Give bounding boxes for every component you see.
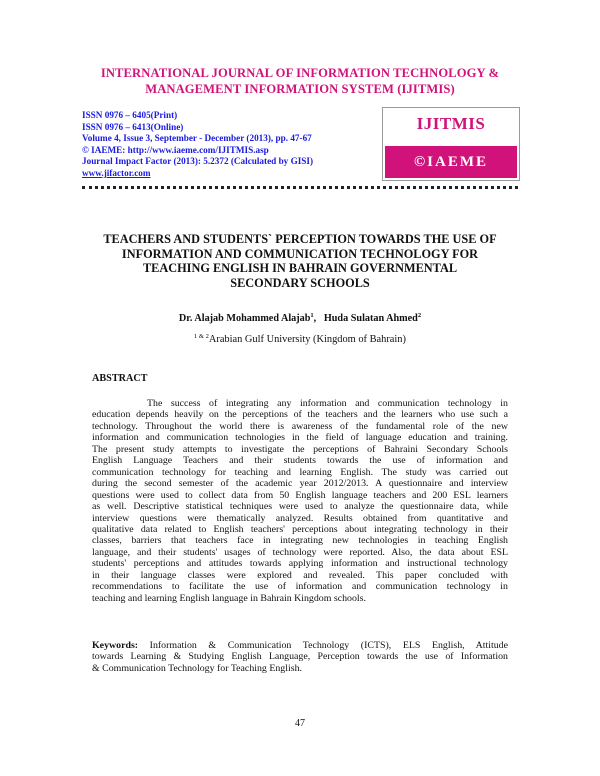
abstract-line: information and communication technologies in the field of language education and training. — [92, 432, 508, 444]
paper-title-line: INFORMATION AND COMMUNICATION TECHNOLOGY FOR — [121, 246, 479, 261]
abstract-line: education depends heavily on the perceptions of the teachers and the learners who use such a — [92, 409, 508, 421]
abstract-body — [92, 398, 508, 604]
journal-title-line: INTERNATIONAL JOURNAL OF INFORMATION TECHNOLOGY & — [100, 66, 500, 80]
volume-issue: Volume 4, Issue 3, September - December (2013), pp. 47-67 — [82, 133, 312, 144]
paper-title-line: TEACHERS AND STUDENTS` PERCEPTION TOWARDS THE USE OF — [103, 232, 497, 246]
journal-url[interactable]: © IAEME: http://www.iaeme.com/IJITMIS.asp — [82, 144, 269, 155]
abstract-line: students' perceptions and attitudes towards applying information and instructional technology — [92, 558, 508, 570]
abstract-line: recommendations to facilitate the use of information and communication technology in — [92, 581, 508, 593]
author-superscript: 2 — [417, 312, 422, 319]
abstract-line: in their language classes were explored and revealed. This paper concluded with — [92, 569, 508, 581]
jifactor-link[interactable]: www.jifactor.com — [82, 167, 151, 178]
abstract-heading: ABSTRACT — [92, 373, 148, 384]
issn-print: ISSN 0976 – 6405(Print) — [82, 110, 178, 120]
logo-publisher: ©IAEME — [385, 146, 517, 178]
author-name: Dr. Alajab Mohammed Alajab — [178, 313, 311, 324]
paper-title — [70, 232, 530, 290]
affiliation-superscript: 1 & 2 — [194, 333, 209, 340]
abstract-line: English Language Teachers and their students towards the use of information and — [92, 455, 508, 467]
paper-title-line: SECONDARY SCHOOLS — [230, 275, 370, 290]
abstract-line: as well. Descriptive statistical techniques were used to analyze the questionnaire data, while — [92, 501, 508, 513]
keywords-line: & Communication Technology for Teaching English. — [92, 662, 302, 674]
keywords-line — [92, 640, 508, 651]
abstract-line: communication technology for teaching and learning English. The study was carried out — [92, 466, 508, 478]
abstract-line: questions were used to collect data from 50 English language teachers and 200 ESL learners — [92, 489, 508, 501]
journal-meta — [82, 110, 382, 180]
keywords — [92, 640, 508, 674]
logo-journal-abbrev: IJITMIS — [416, 114, 486, 133]
abstract-line: teaching and learning English language in Bahrain Kingdom schools. — [92, 592, 366, 604]
header-divider — [82, 186, 518, 189]
keywords-text: Information & Communication Technology (ICTS), ELS English, Attitude — [149, 640, 509, 651]
authors — [100, 312, 500, 325]
author-superscript: 1 — [310, 312, 314, 319]
paper-title-line: TEACHING ENGLISH IN BAHRAIN GOVERNMENTAL — [142, 261, 458, 276]
issn-online: ISSN 0976 – 6413(Online) — [82, 121, 184, 132]
affiliation-text: Arabian Gulf University (Kingdom of Bahrain) — [208, 334, 406, 345]
abstract-line: technology. Throughout the world there is awareness of the fundamental role of the new — [92, 420, 508, 432]
author-name: Huda Sulatan Ahmed — [323, 313, 418, 324]
keywords-label: Keywords: — [92, 640, 139, 651]
impact-factor: Journal Impact Factor (2013): 5.2372 (Calculated by GISI) — [82, 156, 314, 167]
journal-title — [40, 66, 560, 97]
abstract-line: interview questions were thematically analyzed. Results obtained from quantitative and — [92, 512, 508, 524]
journal-title-line: MANAGEMENT INFORMATION SYSTEM (IJITMIS) — [145, 81, 455, 96]
abstract-line: classes, barriers that teachers face in integrating new technologies in teaching English — [92, 535, 508, 547]
abstract-line: qualitative data related to English teachers' perceptions about integrating technology in their — [92, 523, 508, 535]
abstract-line: during the second semester of the academic year 2012/2013. A questionnaire and interview — [92, 478, 508, 490]
affiliation — [100, 333, 500, 346]
keywords-line: towards Learning & Studying English Language, Perception towards the use of Information — [92, 651, 508, 663]
abstract-line: language, and their students' usages of technology were reported. Also, the data about ESL — [92, 546, 508, 558]
page-number: 47 — [295, 718, 305, 729]
abstract-line: The present study attempts to investigate the perceptions of Bahraini Secondary Schools — [92, 443, 508, 455]
journal-logo — [382, 107, 520, 181]
abstract-line: The success of integrating any information and communication technology in — [147, 398, 508, 409]
author-separator: , — [313, 313, 317, 324]
